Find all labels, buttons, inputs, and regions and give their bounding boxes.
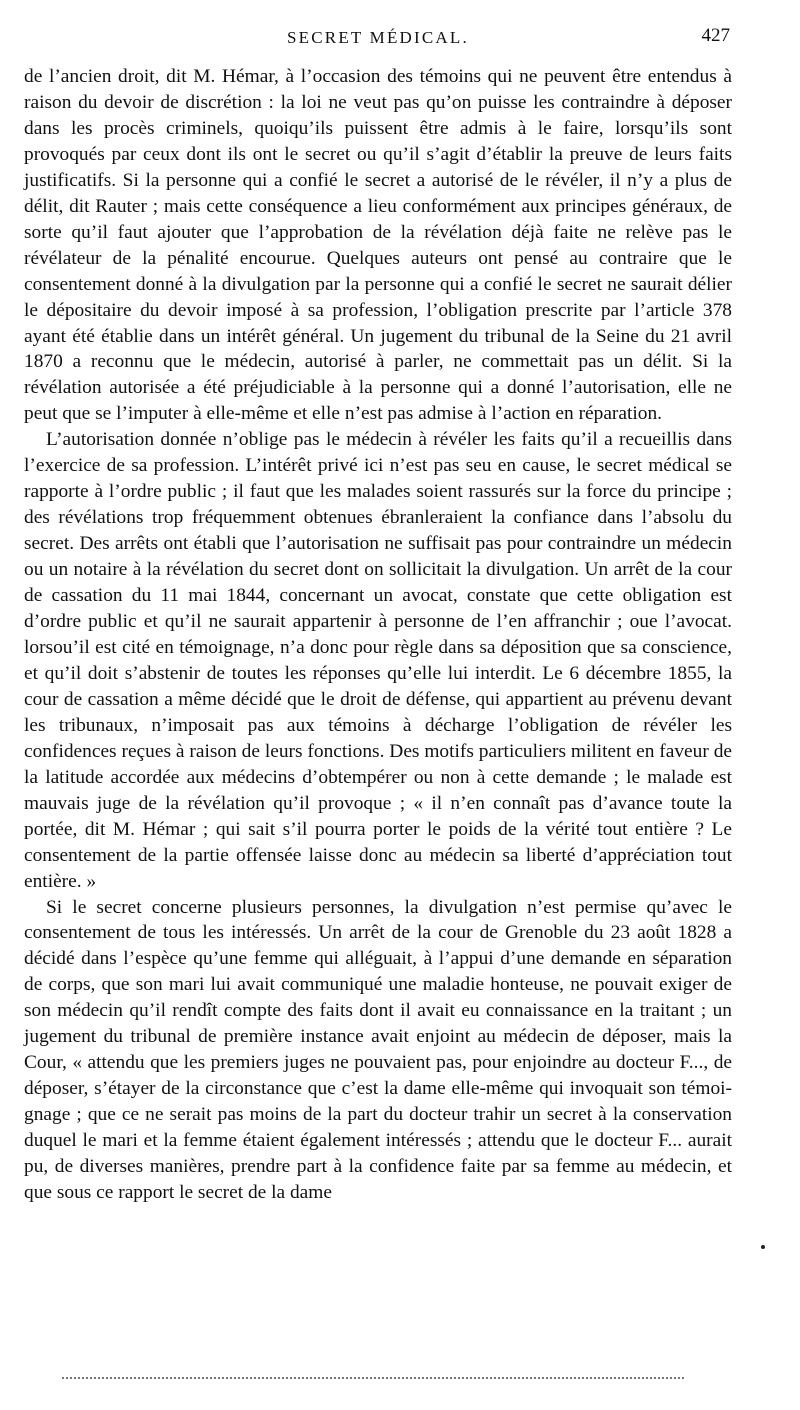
paragraph-continued: de l’ancien droit, dit M. Hémar, à l’occasion des témoins qui ne peuvent être entendus à raison du devoir de discrétion : la loi ne veut pas qu’on puisse les contraindre à déposer dans les procès criminels, quoiqu’ils puissent être admis à le faire, lorsqu’ils sont provoqués par ceux dont ils ont le secret ou qu’il s’agit d’établir la preuve de leurs faits justificatifs. Si la personne qui a confié le secret a autorisé de le révéler, il n’y a plus de délit, dit Rauter ; mais cette conséquence a lieu conformément aux principes généraux, de sorte qu’il faut ajouter que l’approbation de la révélation déjà faite ne relève pas le révélateur de la pénalité encourue. Quelques auteurs ont pensé au contraire que le consentement donné à la divulgation par la personne qui a confié le secret ne saurait délier le dépositaire du devoir imposé à sa profession, l’obligation prescrite par l’article 378 ayant été établie dans un intérêt général. Un jugement du tribunal de la Seine du 21 avril 1870 a reconnu que le médecin, autorisé à parler, ne commettait pas un délit. Si la révélation autorisée a été préjudiciable à la personne qui a donné l’autorisation, elle ne peut que se l’imputer à elle-même et elle n’est pas admise à l’action en réparation. [24,66,732,425]
footer-dotted-rule [62,1377,684,1379]
book-page [24,0,732,1410]
running-title: SECRET MÉDICAL. [287,28,469,47]
paragraph-authorization: L’autorisation donnée n’oblige pas le médecin à révéler les faits qu’il a recueillis dans l’exercice de sa profession. L’intérêt privé ici n’est pas seu en cause, le secret médical se rapporte à l’ordre public ; il faut que les malades soient rassurés sur la force du principe ; des révélations trop fréquemment obtenues ébranleraient la confiance dans l’absolu du secret. Des arrêts ont établi que l’autorisation ne suffisait pas pour contraindre un médecin ou un notaire à la révélation du secret dont on sollicitait la divulgation. Un arrêt de la cour de cassation du 11 mai 1844, concernant un avocat, constate que cette obligation est d’ordre public et qu’il ne saurait appartenir à personne de l’en affranchir ; oue l’avocat. lorsou’il est cité en témoignage, n’a donc pour règle dans sa déposition que sa conscience, et qu’il doit s’abstenir de toutes les réponses qu’elle lui interdit. Le 6 décembre 1855, la cour de cassation a même décidé que le droit de défense, qui appartient au prévenu devant les tribunaux, n’imposait pas aux témoins à décharge l’obligation de révéler les confidences reçues à raison de leurs fonctions. Des motifs particuliers militent en faveur de la latitude accordée aux médecins d’obtempérer ou non à cette demande ; le malade est mauvais juge de la révélation qu’il provoque ; « il n’en connaît pas d’avance toute la portée, dit M. Hémar ; qui sait s’il pourra porter le poids de la vérité tout entière ? Le consentement de la partie offensée laisse donc au médecin sa liberté d’appréciation tout entière. » [24,429,732,892]
page-number: 427 [701,25,730,46]
margin-dot [761,1245,765,1249]
body-text [24,64,732,1206]
running-header [24,0,732,52]
paragraph-multiple-parties: Si le secret concerne plusieurs personnes, la divulgation n’est permise qu’avec le consentement de tous les intéressés. Un arrêt de la cour de Grenoble du 23 août 1828 a décidé dans l’espèce qu’une femme qui alléguait, à l’appui d’une demande en séparation de corps, que son mari lui avait communiqué une maladie honteuse, ne pouvait exiger de son médecin qu’il rendît compte des faits dont il avait eu connaissance en la traitant ; un jugement du tribunal de première instance avait enjoint au médecin de déposer, mais la Cour, « attendu que les premiers juges ne pouvaient pas, pour enjoindre au docteur F..., de déposer, s’étayer de la circonstance que c’est la dame elle-même qui invoquait son témoignage ; que ce ne serait pas moins de la part du docteur trahir un secret à la conservation duquel le mari et la femme étaient également intéressés ; attendu que le docteur F... aurait pu, de diverses manières, prendre part à la confidence faite par sa femme au médecin, et que sous ce rapport le secret de la dame [24,896,732,1203]
